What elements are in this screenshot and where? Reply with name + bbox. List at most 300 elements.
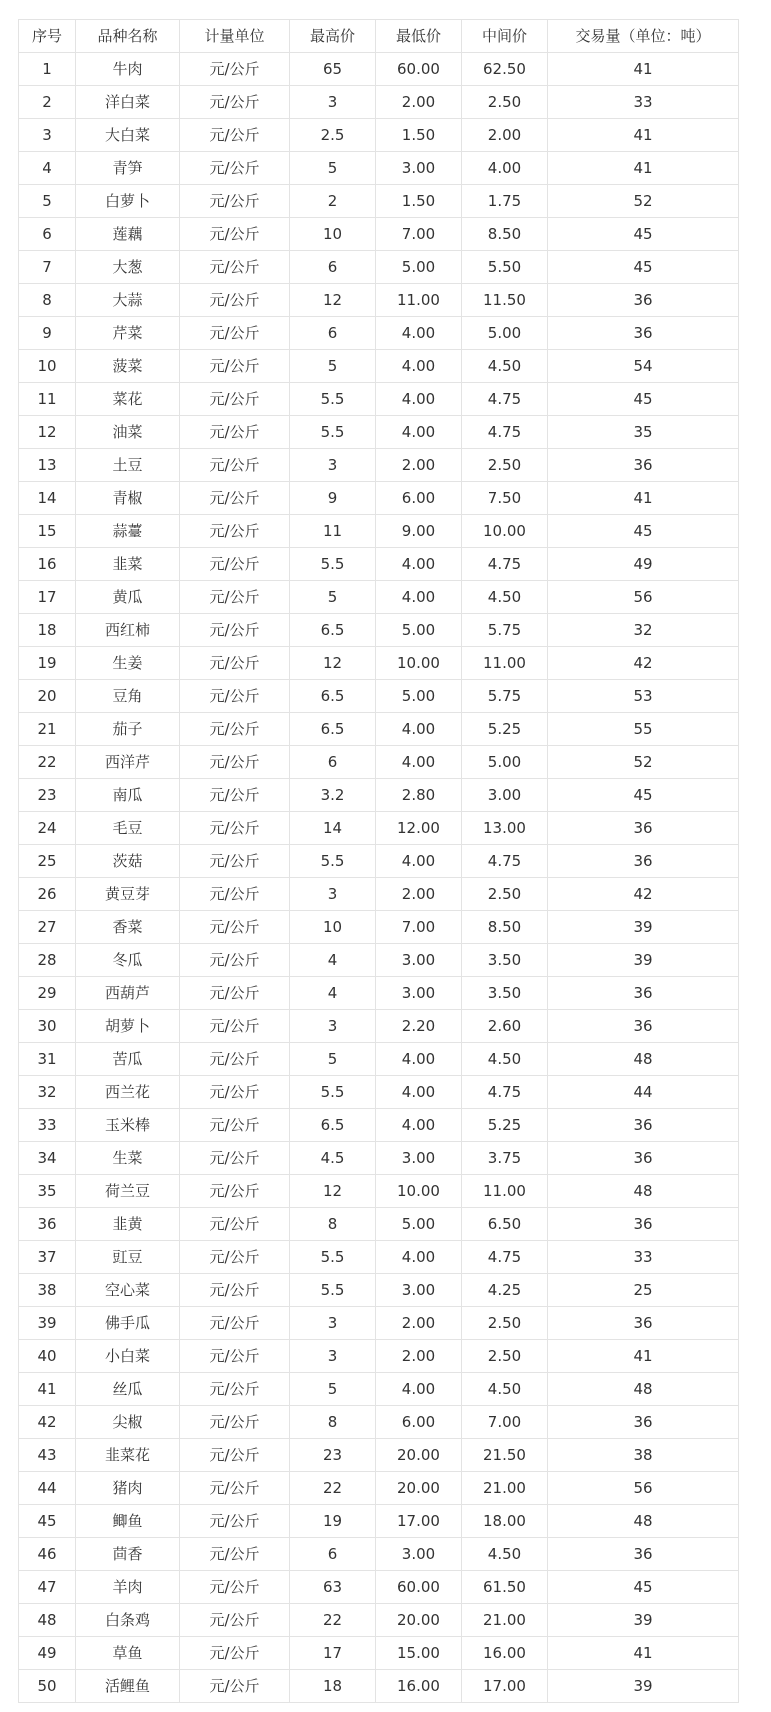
cell-unit: 元/公斤 xyxy=(180,1604,290,1637)
cell-unit: 元/公斤 xyxy=(180,86,290,119)
cell-serial: 37 xyxy=(19,1241,76,1274)
cell-max-price: 3.2 xyxy=(290,779,376,812)
cell-min-price: 4.00 xyxy=(376,416,462,449)
table-row xyxy=(19,1373,739,1406)
cell-mid-price: 4.50 xyxy=(462,1373,548,1406)
cell-max-price: 5 xyxy=(290,1373,376,1406)
cell-serial: 40 xyxy=(19,1340,76,1373)
cell-min-price: 4.00 xyxy=(376,1109,462,1142)
cell-mid-price: 2.60 xyxy=(462,1010,548,1043)
cell-max-price: 3 xyxy=(290,1340,376,1373)
cell-min-price: 4.00 xyxy=(376,746,462,779)
cell-min-price: 3.00 xyxy=(376,944,462,977)
cell-unit: 元/公斤 xyxy=(180,911,290,944)
cell-min-price: 4.00 xyxy=(376,1076,462,1109)
cell-volume: 36 xyxy=(548,317,739,350)
cell-mid-price: 2.50 xyxy=(462,1307,548,1340)
cell-volume: 42 xyxy=(548,878,739,911)
cell-serial: 14 xyxy=(19,482,76,515)
table-row xyxy=(19,119,739,152)
cell-variety: 西葫芦 xyxy=(76,977,180,1010)
cell-volume: 41 xyxy=(548,1637,739,1670)
cell-variety: 小白菜 xyxy=(76,1340,180,1373)
cell-min-price: 9.00 xyxy=(376,515,462,548)
cell-volume: 36 xyxy=(548,1109,739,1142)
cell-serial: 3 xyxy=(19,119,76,152)
cell-serial: 15 xyxy=(19,515,76,548)
cell-min-price: 12.00 xyxy=(376,812,462,845)
cell-unit: 元/公斤 xyxy=(180,1637,290,1670)
cell-variety: 韭菜 xyxy=(76,548,180,581)
cell-unit: 元/公斤 xyxy=(180,1043,290,1076)
cell-serial: 19 xyxy=(19,647,76,680)
cell-serial: 27 xyxy=(19,911,76,944)
cell-min-price: 20.00 xyxy=(376,1439,462,1472)
cell-unit: 元/公斤 xyxy=(180,1670,290,1703)
cell-serial: 39 xyxy=(19,1307,76,1340)
table-row xyxy=(19,1109,739,1142)
cell-variety: 黄豆芽 xyxy=(76,878,180,911)
cell-volume: 41 xyxy=(548,152,739,185)
cell-variety: 羊肉 xyxy=(76,1571,180,1604)
cell-max-price: 2.5 xyxy=(290,119,376,152)
table-row xyxy=(19,482,739,515)
header-row xyxy=(19,20,739,53)
cell-max-price: 3 xyxy=(290,449,376,482)
table-row xyxy=(19,581,739,614)
cell-variety: 茨菇 xyxy=(76,845,180,878)
cell-variety: 白条鸡 xyxy=(76,1604,180,1637)
cell-variety: 南瓜 xyxy=(76,779,180,812)
cell-unit: 元/公斤 xyxy=(180,1505,290,1538)
cell-mid-price: 21.00 xyxy=(462,1472,548,1505)
cell-mid-price: 4.75 xyxy=(462,548,548,581)
cell-mid-price: 3.75 xyxy=(462,1142,548,1175)
cell-variety: 韭菜花 xyxy=(76,1439,180,1472)
cell-unit: 元/公斤 xyxy=(180,1109,290,1142)
cell-variety: 西红柿 xyxy=(76,614,180,647)
cell-max-price: 5 xyxy=(290,1043,376,1076)
cell-volume: 39 xyxy=(548,1604,739,1637)
cell-volume: 45 xyxy=(548,515,739,548)
cell-serial: 22 xyxy=(19,746,76,779)
cell-volume: 49 xyxy=(548,548,739,581)
cell-min-price: 3.00 xyxy=(376,1142,462,1175)
cell-mid-price: 4.75 xyxy=(462,845,548,878)
cell-variety: 活鲤鱼 xyxy=(76,1670,180,1703)
cell-serial: 24 xyxy=(19,812,76,845)
cell-max-price: 63 xyxy=(290,1571,376,1604)
table-row xyxy=(19,812,739,845)
table-row xyxy=(19,383,739,416)
cell-max-price: 12 xyxy=(290,1175,376,1208)
cell-serial: 48 xyxy=(19,1604,76,1637)
cell-min-price: 20.00 xyxy=(376,1472,462,1505)
cell-mid-price: 21.50 xyxy=(462,1439,548,1472)
cell-variety: 草鱼 xyxy=(76,1637,180,1670)
cell-variety: 蒜薹 xyxy=(76,515,180,548)
table-row xyxy=(19,284,739,317)
cell-min-price: 5.00 xyxy=(376,680,462,713)
cell-min-price: 4.00 xyxy=(376,1241,462,1274)
table-row xyxy=(19,1406,739,1439)
cell-volume: 36 xyxy=(548,449,739,482)
cell-min-price: 4.00 xyxy=(376,581,462,614)
cell-variety: 鲫鱼 xyxy=(76,1505,180,1538)
cell-unit: 元/公斤 xyxy=(180,779,290,812)
cell-min-price: 3.00 xyxy=(376,977,462,1010)
cell-serial: 42 xyxy=(19,1406,76,1439)
cell-max-price: 6 xyxy=(290,317,376,350)
cell-unit: 元/公斤 xyxy=(180,1076,290,1109)
cell-volume: 45 xyxy=(548,383,739,416)
cell-unit: 元/公斤 xyxy=(180,1571,290,1604)
cell-max-price: 5.5 xyxy=(290,1076,376,1109)
cell-serial: 26 xyxy=(19,878,76,911)
cell-variety: 胡萝卜 xyxy=(76,1010,180,1043)
cell-min-price: 5.00 xyxy=(376,614,462,647)
cell-max-price: 12 xyxy=(290,647,376,680)
cell-variety: 荷兰豆 xyxy=(76,1175,180,1208)
price-table xyxy=(18,19,739,1703)
cell-max-price: 14 xyxy=(290,812,376,845)
cell-serial: 23 xyxy=(19,779,76,812)
cell-mid-price: 2.50 xyxy=(462,878,548,911)
cell-unit: 元/公斤 xyxy=(180,1142,290,1175)
cell-variety: 黄瓜 xyxy=(76,581,180,614)
cell-variety: 空心菜 xyxy=(76,1274,180,1307)
table-row xyxy=(19,647,739,680)
cell-min-price: 2.20 xyxy=(376,1010,462,1043)
cell-min-price: 6.00 xyxy=(376,482,462,515)
cell-variety: 豇豆 xyxy=(76,1241,180,1274)
cell-mid-price: 2.50 xyxy=(462,1340,548,1373)
cell-max-price: 5.5 xyxy=(290,383,376,416)
table-body xyxy=(19,53,739,1703)
cell-variety: 大葱 xyxy=(76,251,180,284)
cell-mid-price: 3.00 xyxy=(462,779,548,812)
cell-volume: 36 xyxy=(548,1208,739,1241)
cell-mid-price: 7.00 xyxy=(462,1406,548,1439)
cell-min-price: 2.00 xyxy=(376,1340,462,1373)
cell-variety: 韭黄 xyxy=(76,1208,180,1241)
cell-unit: 元/公斤 xyxy=(180,53,290,86)
cell-volume: 41 xyxy=(548,1340,739,1373)
cell-volume: 39 xyxy=(548,911,739,944)
cell-variety: 土豆 xyxy=(76,449,180,482)
cell-mid-price: 5.00 xyxy=(462,746,548,779)
cell-max-price: 18 xyxy=(290,1670,376,1703)
cell-unit: 元/公斤 xyxy=(180,119,290,152)
cell-variety: 香菜 xyxy=(76,911,180,944)
cell-volume: 56 xyxy=(548,1472,739,1505)
cell-mid-price: 2.50 xyxy=(462,86,548,119)
cell-mid-price: 4.75 xyxy=(462,416,548,449)
cell-volume: 33 xyxy=(548,86,739,119)
price-table-container xyxy=(18,19,739,1703)
cell-unit: 元/公斤 xyxy=(180,548,290,581)
cell-mid-price: 4.50 xyxy=(462,581,548,614)
cell-volume: 48 xyxy=(548,1373,739,1406)
cell-max-price: 5 xyxy=(290,581,376,614)
cell-volume: 55 xyxy=(548,713,739,746)
cell-max-price: 6.5 xyxy=(290,614,376,647)
cell-variety: 猪肉 xyxy=(76,1472,180,1505)
cell-max-price: 10 xyxy=(290,218,376,251)
table-row xyxy=(19,779,739,812)
cell-min-price: 2.80 xyxy=(376,779,462,812)
cell-mid-price: 11.00 xyxy=(462,647,548,680)
cell-max-price: 22 xyxy=(290,1604,376,1637)
cell-variety: 西兰花 xyxy=(76,1076,180,1109)
cell-unit: 元/公斤 xyxy=(180,383,290,416)
table-row xyxy=(19,185,739,218)
cell-max-price: 3 xyxy=(290,1010,376,1043)
cell-unit: 元/公斤 xyxy=(180,251,290,284)
cell-variety: 茄子 xyxy=(76,713,180,746)
cell-mid-price: 1.75 xyxy=(462,185,548,218)
cell-volume: 25 xyxy=(548,1274,739,1307)
cell-serial: 7 xyxy=(19,251,76,284)
cell-serial: 45 xyxy=(19,1505,76,1538)
cell-unit: 元/公斤 xyxy=(180,1175,290,1208)
cell-min-price: 10.00 xyxy=(376,647,462,680)
cell-max-price: 17 xyxy=(290,1637,376,1670)
cell-mid-price: 4.75 xyxy=(462,1241,548,1274)
cell-variety: 青椒 xyxy=(76,482,180,515)
cell-mid-price: 5.75 xyxy=(462,614,548,647)
cell-unit: 元/公斤 xyxy=(180,944,290,977)
cell-variety: 丝瓜 xyxy=(76,1373,180,1406)
cell-serial: 11 xyxy=(19,383,76,416)
table-row xyxy=(19,1637,739,1670)
cell-serial: 30 xyxy=(19,1010,76,1043)
cell-max-price: 2 xyxy=(290,185,376,218)
table-row xyxy=(19,53,739,86)
cell-min-price: 6.00 xyxy=(376,1406,462,1439)
cell-volume: 33 xyxy=(548,1241,739,1274)
cell-mid-price: 7.50 xyxy=(462,482,548,515)
cell-serial: 46 xyxy=(19,1538,76,1571)
table-row xyxy=(19,614,739,647)
cell-serial: 47 xyxy=(19,1571,76,1604)
cell-mid-price: 4.50 xyxy=(462,1538,548,1571)
cell-max-price: 5 xyxy=(290,152,376,185)
cell-max-price: 9 xyxy=(290,482,376,515)
cell-volume: 35 xyxy=(548,416,739,449)
cell-max-price: 3 xyxy=(290,878,376,911)
cell-mid-price: 62.50 xyxy=(462,53,548,86)
table-row xyxy=(19,1439,739,1472)
cell-unit: 元/公斤 xyxy=(180,218,290,251)
cell-serial: 44 xyxy=(19,1472,76,1505)
cell-min-price: 5.00 xyxy=(376,251,462,284)
cell-unit: 元/公斤 xyxy=(180,185,290,218)
cell-unit: 元/公斤 xyxy=(180,449,290,482)
cell-variety: 茴香 xyxy=(76,1538,180,1571)
header-max-price: 最高价 xyxy=(290,20,376,53)
cell-max-price: 5.5 xyxy=(290,1274,376,1307)
cell-serial: 32 xyxy=(19,1076,76,1109)
table-row xyxy=(19,251,739,284)
cell-variety: 生菜 xyxy=(76,1142,180,1175)
cell-unit: 元/公斤 xyxy=(180,614,290,647)
cell-unit: 元/公斤 xyxy=(180,482,290,515)
cell-serial: 38 xyxy=(19,1274,76,1307)
cell-unit: 元/公斤 xyxy=(180,1274,290,1307)
table-row xyxy=(19,878,739,911)
cell-max-price: 8 xyxy=(290,1406,376,1439)
cell-min-price: 4.00 xyxy=(376,350,462,383)
table-header xyxy=(19,20,739,53)
cell-serial: 6 xyxy=(19,218,76,251)
cell-variety: 油菜 xyxy=(76,416,180,449)
header-mid-price: 中间价 xyxy=(462,20,548,53)
cell-min-price: 4.00 xyxy=(376,845,462,878)
cell-serial: 31 xyxy=(19,1043,76,1076)
cell-volume: 36 xyxy=(548,284,739,317)
table-row xyxy=(19,1142,739,1175)
cell-unit: 元/公斤 xyxy=(180,350,290,383)
cell-volume: 48 xyxy=(548,1505,739,1538)
cell-variety: 苦瓜 xyxy=(76,1043,180,1076)
cell-serial: 50 xyxy=(19,1670,76,1703)
cell-max-price: 6.5 xyxy=(290,1109,376,1142)
cell-serial: 13 xyxy=(19,449,76,482)
cell-volume: 52 xyxy=(548,746,739,779)
cell-mid-price: 3.50 xyxy=(462,977,548,1010)
cell-variety: 尖椒 xyxy=(76,1406,180,1439)
cell-mid-price: 4.50 xyxy=(462,1043,548,1076)
cell-mid-price: 5.50 xyxy=(462,251,548,284)
table-row xyxy=(19,1208,739,1241)
cell-unit: 元/公斤 xyxy=(180,1373,290,1406)
cell-volume: 41 xyxy=(548,482,739,515)
cell-volume: 38 xyxy=(548,1439,739,1472)
cell-variety: 豆角 xyxy=(76,680,180,713)
cell-max-price: 4 xyxy=(290,977,376,1010)
table-row xyxy=(19,1472,739,1505)
table-row xyxy=(19,1505,739,1538)
cell-min-price: 2.00 xyxy=(376,449,462,482)
header-volume: 交易量（单位：吨） xyxy=(548,20,739,53)
cell-mid-price: 5.25 xyxy=(462,713,548,746)
cell-mid-price: 4.25 xyxy=(462,1274,548,1307)
cell-serial: 43 xyxy=(19,1439,76,1472)
cell-min-price: 17.00 xyxy=(376,1505,462,1538)
cell-min-price: 7.00 xyxy=(376,218,462,251)
cell-max-price: 11 xyxy=(290,515,376,548)
cell-mid-price: 5.75 xyxy=(462,680,548,713)
cell-volume: 32 xyxy=(548,614,739,647)
cell-mid-price: 11.50 xyxy=(462,284,548,317)
cell-min-price: 3.00 xyxy=(376,1274,462,1307)
table-row xyxy=(19,713,739,746)
cell-unit: 元/公斤 xyxy=(180,1340,290,1373)
cell-variety: 冬瓜 xyxy=(76,944,180,977)
cell-min-price: 15.00 xyxy=(376,1637,462,1670)
cell-volume: 41 xyxy=(548,53,739,86)
cell-serial: 18 xyxy=(19,614,76,647)
cell-serial: 49 xyxy=(19,1637,76,1670)
cell-unit: 元/公斤 xyxy=(180,1538,290,1571)
cell-max-price: 4.5 xyxy=(290,1142,376,1175)
cell-min-price: 4.00 xyxy=(376,713,462,746)
cell-unit: 元/公斤 xyxy=(180,1472,290,1505)
cell-volume: 45 xyxy=(548,779,739,812)
cell-serial: 17 xyxy=(19,581,76,614)
cell-serial: 21 xyxy=(19,713,76,746)
cell-max-price: 5.5 xyxy=(290,1241,376,1274)
cell-min-price: 2.00 xyxy=(376,86,462,119)
table-row xyxy=(19,317,739,350)
table-row xyxy=(19,944,739,977)
cell-mid-price: 2.00 xyxy=(462,119,548,152)
cell-max-price: 22 xyxy=(290,1472,376,1505)
table-row xyxy=(19,1274,739,1307)
cell-variety: 生姜 xyxy=(76,647,180,680)
table-row xyxy=(19,1175,739,1208)
cell-max-price: 12 xyxy=(290,284,376,317)
cell-volume: 54 xyxy=(548,350,739,383)
table-row xyxy=(19,548,739,581)
table-row xyxy=(19,1043,739,1076)
table-row xyxy=(19,416,739,449)
table-row xyxy=(19,218,739,251)
cell-mid-price: 21.00 xyxy=(462,1604,548,1637)
cell-max-price: 4 xyxy=(290,944,376,977)
cell-mid-price: 4.75 xyxy=(462,1076,548,1109)
header-variety: 品种名称 xyxy=(76,20,180,53)
cell-unit: 元/公斤 xyxy=(180,1307,290,1340)
cell-max-price: 5.5 xyxy=(290,416,376,449)
cell-min-price: 7.00 xyxy=(376,911,462,944)
table-row xyxy=(19,1670,739,1703)
cell-serial: 12 xyxy=(19,416,76,449)
cell-unit: 元/公斤 xyxy=(180,152,290,185)
cell-min-price: 4.00 xyxy=(376,317,462,350)
table-row xyxy=(19,515,739,548)
cell-volume: 48 xyxy=(548,1043,739,1076)
cell-min-price: 2.00 xyxy=(376,878,462,911)
cell-max-price: 6.5 xyxy=(290,713,376,746)
cell-max-price: 19 xyxy=(290,1505,376,1538)
table-row xyxy=(19,1307,739,1340)
table-row xyxy=(19,911,739,944)
cell-unit: 元/公斤 xyxy=(180,515,290,548)
cell-mid-price: 8.50 xyxy=(462,218,548,251)
cell-volume: 45 xyxy=(548,218,739,251)
table-row xyxy=(19,350,739,383)
table-row xyxy=(19,1076,739,1109)
cell-min-price: 1.50 xyxy=(376,185,462,218)
cell-volume: 36 xyxy=(548,812,739,845)
cell-unit: 元/公斤 xyxy=(180,713,290,746)
cell-unit: 元/公斤 xyxy=(180,878,290,911)
cell-max-price: 6.5 xyxy=(290,680,376,713)
cell-min-price: 20.00 xyxy=(376,1604,462,1637)
cell-serial: 2 xyxy=(19,86,76,119)
table-row xyxy=(19,1571,739,1604)
cell-volume: 36 xyxy=(548,1538,739,1571)
table-row xyxy=(19,86,739,119)
cell-serial: 35 xyxy=(19,1175,76,1208)
cell-volume: 44 xyxy=(548,1076,739,1109)
cell-serial: 4 xyxy=(19,152,76,185)
cell-mid-price: 61.50 xyxy=(462,1571,548,1604)
cell-serial: 10 xyxy=(19,350,76,383)
cell-max-price: 65 xyxy=(290,53,376,86)
